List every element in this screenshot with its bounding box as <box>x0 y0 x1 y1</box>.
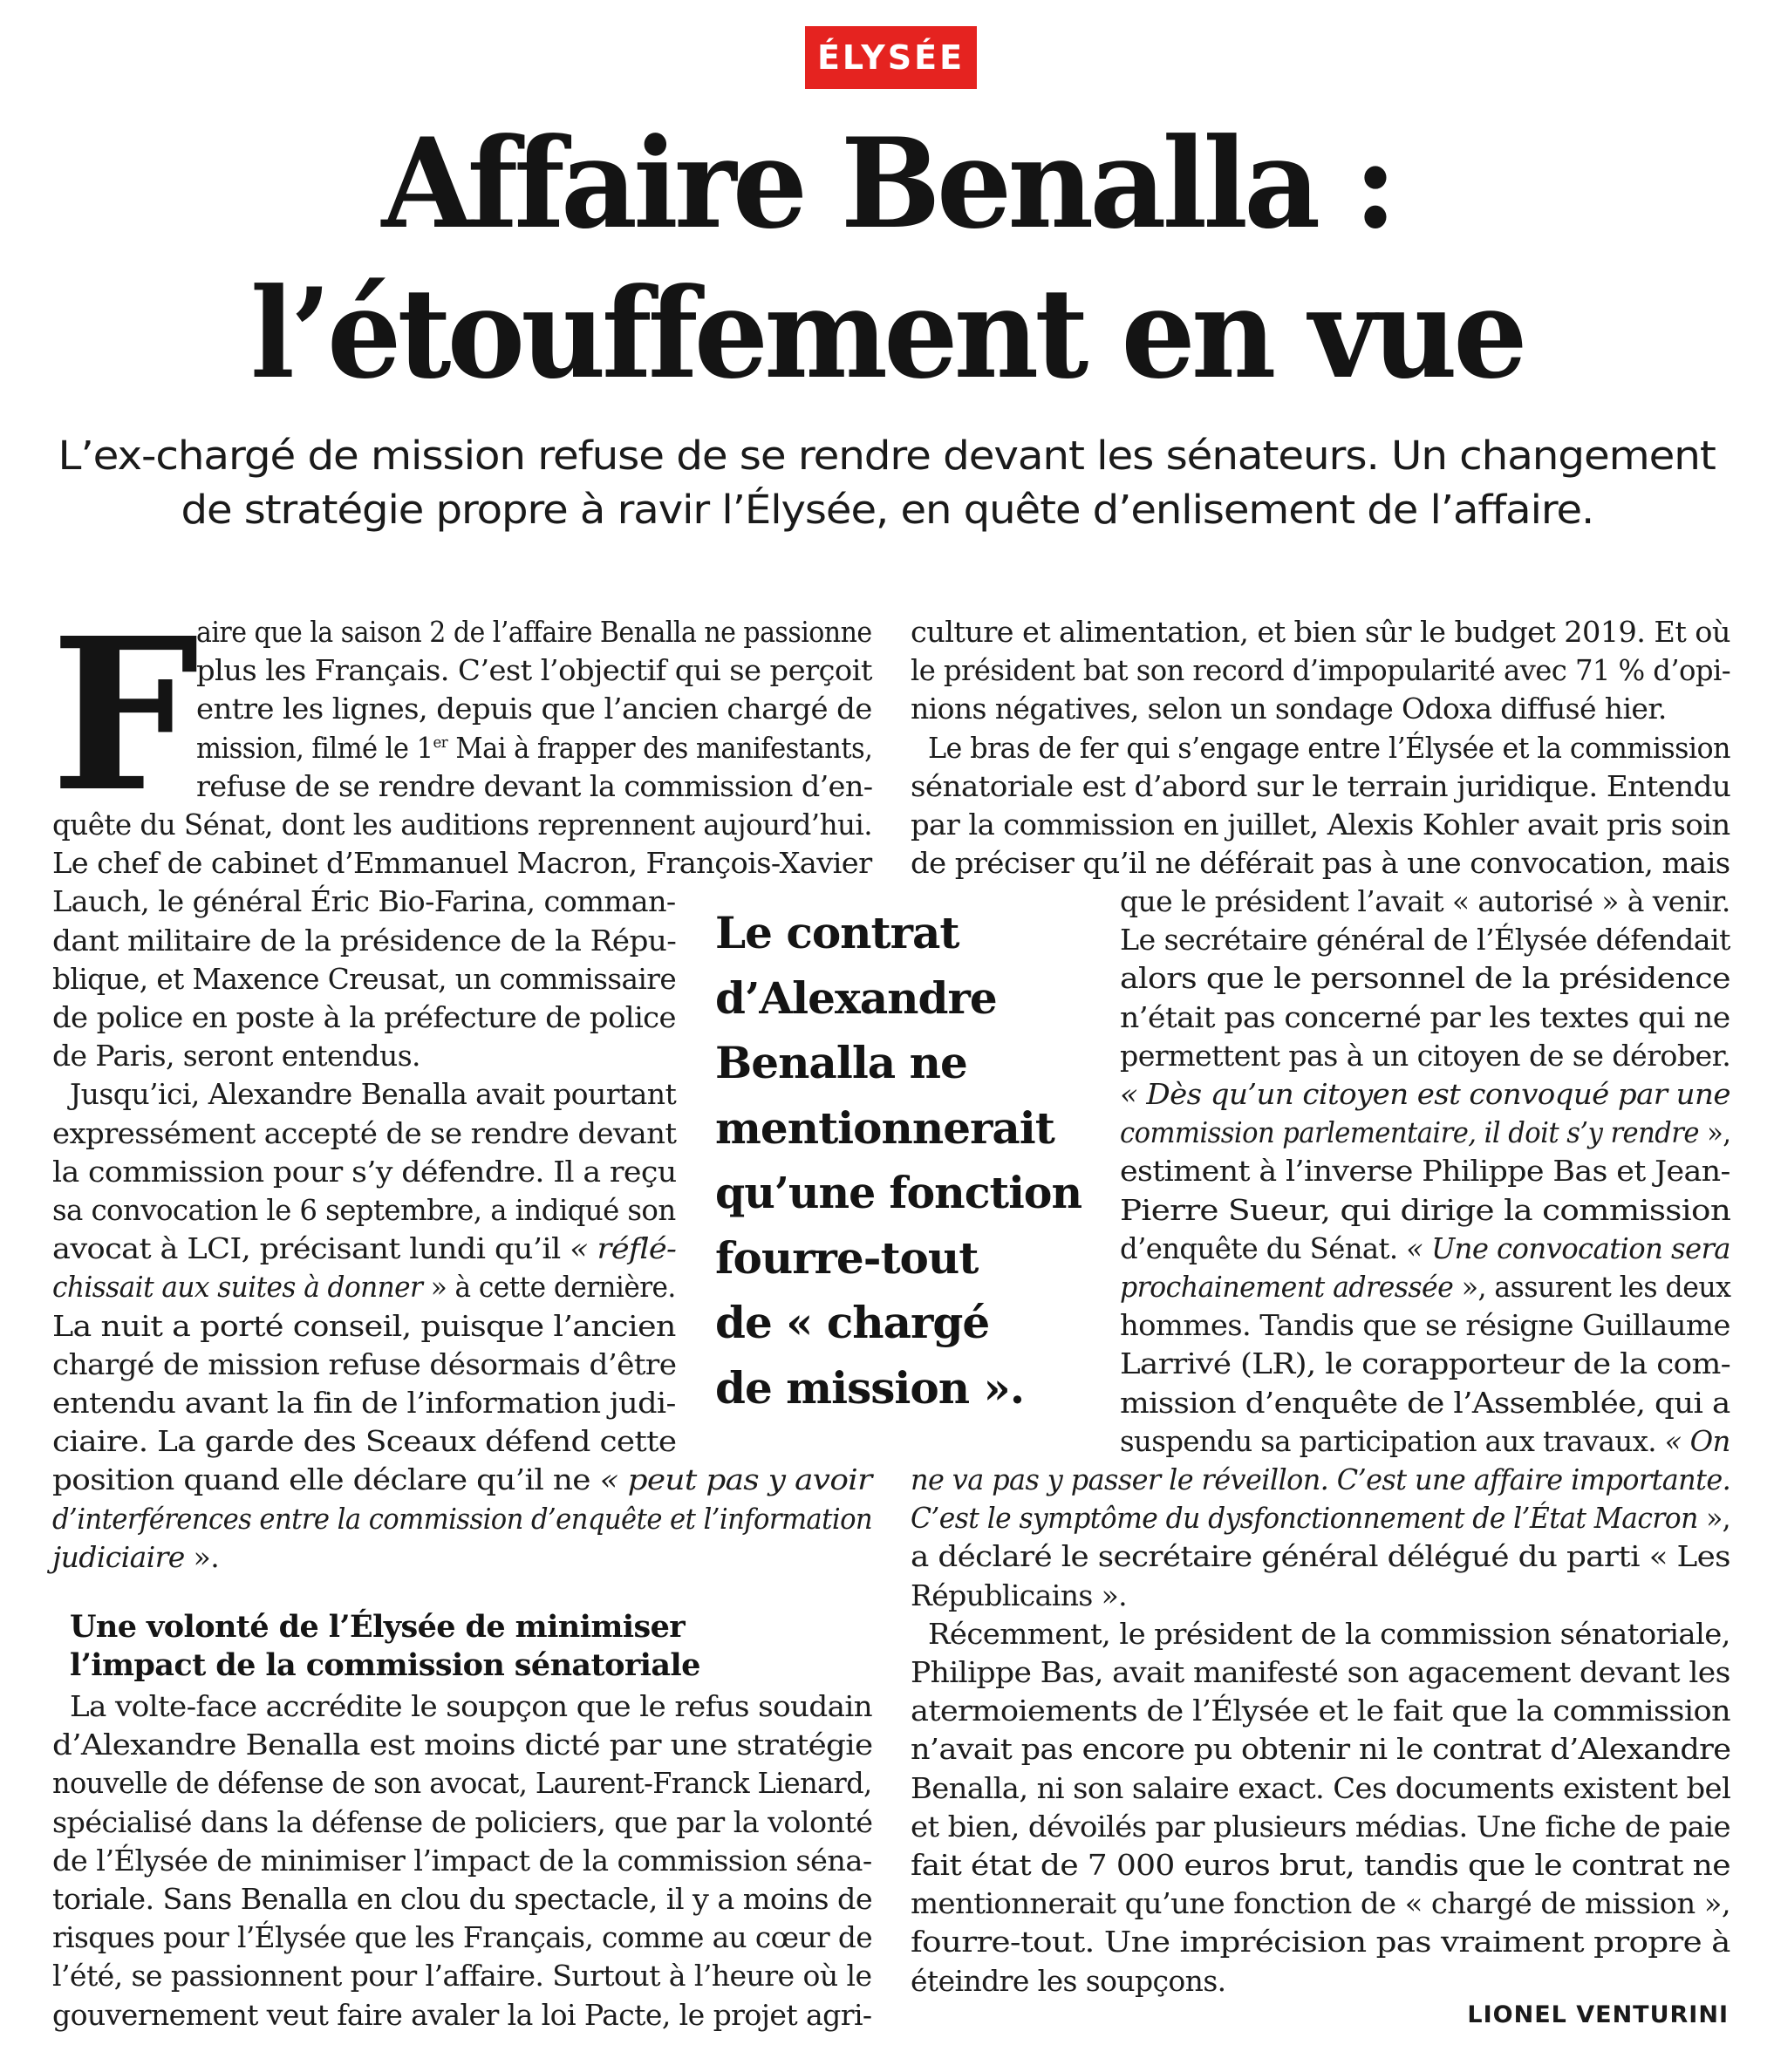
text-line: suspendu sa participation aux travaux. « On <box>1120 1423 1730 1458</box>
text-line: Récemment, le président de la commission sénatoriale, <box>928 1616 1730 1651</box>
text-line: Jusqu’ici, Alexandre Benalla avait pourtant <box>70 1077 677 1112</box>
text-line: nouvelle de défense de son avocat, Laurent-Franck Lienard, <box>52 1766 872 1801</box>
text-line: n’était pas concerné par les textes qui ne <box>1120 999 1730 1034</box>
text-line: La nuit a porté conseil, puisque l’ancien <box>52 1308 676 1343</box>
text-line: estiment à l’inverse Philippe Bas et Jean- <box>1120 1154 1730 1189</box>
text-line: de Paris, seront entendus. <box>52 1039 420 1073</box>
text-line: ne va pas y passer le réveillon. C’est une affaire importante. <box>911 1462 1731 1496</box>
text-line: refuse de se rendre devant la commission d’en- <box>196 768 873 803</box>
text-line: chargé de mission refuse désormais d’être <box>52 1346 677 1381</box>
pull-quote-line: qu’une fonction <box>715 1167 1082 1218</box>
text-line: entendu avant la fin de l’information judi- <box>52 1386 676 1420</box>
subheading-line-1: Une volonté de l’Élysée de minimiser <box>70 1609 686 1645</box>
text-line: le président bat son record d’impopularité avec 71 % d’opi- <box>911 653 1731 688</box>
text-line: toriale. Sans Benalla en clou du spectacle, il y a moins de <box>52 1882 873 1916</box>
text-line: mentionnerait qu’une fonction de « chargé de mission », <box>911 1886 1731 1921</box>
text-line: aire que la saison 2 de l’affaire Benalla ne passionne <box>196 615 872 649</box>
text-line: de l’Élysée de minimiser l’impact de la commission séna- <box>52 1843 872 1878</box>
standfirst-line-1: L’ex-chargé de mission refuse de se rendre devant les sénateurs. Un changement <box>58 433 1716 479</box>
text-line: Républicains ». <box>911 1578 1128 1612</box>
headline-line-1: Affaire Benalla : <box>381 112 1393 256</box>
headline-line-2: l’étouffement en vue <box>250 262 1524 406</box>
text-line: par la commission en juillet, Alexis Kohler avait pris soin <box>911 808 1730 842</box>
text-line: Le secrétaire général de l’Élysée défendait <box>1120 923 1730 958</box>
text-line: Le bras de fer qui s’engage entre l’Élysée et la commission <box>928 730 1730 765</box>
text-line: judiciaire ». <box>52 1539 220 1574</box>
text-line: de préciser qu’il ne déférait pas à une convocation, mais <box>911 846 1730 881</box>
rubric-tag: ÉLYSÉE <box>805 26 977 89</box>
text-line: atermoiements de l’Élysée et le fait que la commission <box>911 1694 1730 1728</box>
text-line: fourre-tout. Une imprécision pas vraiment propre à <box>911 1925 1730 1960</box>
text-line: « Dès qu’un citoyen est convoqué par une <box>1120 1077 1730 1111</box>
text-line: quête du Sénat, dont les auditions reprennent aujourd’hui. <box>52 808 873 842</box>
text-line: et bien, dévoilés par plusieurs médias. Une fiche de paie <box>911 1809 1730 1844</box>
text-line: Larrivé (LR), le corapporteur de la com- <box>1120 1346 1731 1381</box>
text-line: expressément accepté de se rendre devant <box>52 1115 677 1150</box>
text-line: l’été, se passionnent pour l’affaire. Surtout à l’heure où le <box>52 1959 872 1994</box>
text-line: la commission pour s’y défendre. Il a reçu <box>52 1154 677 1189</box>
text-line: prochainement adressée », assurent les deux <box>1120 1270 1731 1304</box>
pull-quote-line: de « chargé <box>715 1297 990 1348</box>
text-line: C’est le symptôme du dysfonctionnement de l’État Macron », <box>911 1501 1731 1536</box>
text-line: nions négatives, selon un sondage Odoxa diffusé hier. <box>911 692 1667 726</box>
drop-cap: F <box>51 592 200 838</box>
text-line: sénatoriale est d’abord sur le terrain juridique. Entendu <box>911 768 1731 803</box>
text-line: Benalla, ni son salaire exact. Ces documents existent bel <box>911 1770 1731 1805</box>
text-line: sa convocation le 6 septembre, a indiqué son <box>52 1193 676 1227</box>
text-line: entre les lignes, depuis que l’ancien chargé de <box>196 692 872 726</box>
text-line: culture et alimentation, et bien sûr le budget 2019. Et où <box>911 615 1730 649</box>
text-line: hommes. Tandis que se résigne Guillaume <box>1120 1308 1730 1343</box>
text-line: plus les Français. C’est l’objectif qui se perçoit <box>196 653 872 688</box>
pull-quote-line: mentionnerait <box>715 1101 1054 1154</box>
text-line: d’Alexandre Benalla est moins dicté par une stratégie <box>52 1728 873 1762</box>
text-line: ciaire. La garde des Sceaux défend cette <box>52 1424 677 1459</box>
text-line: alors que le personnel de la présidence <box>1120 961 1730 996</box>
text-line: risques pour l’Élysée que les Français, comme au cœur de <box>52 1920 873 1955</box>
text-line: de police en poste à la préfecture de police <box>52 1000 676 1034</box>
text-line: d’enquête du Sénat. « Une convocation sera <box>1120 1230 1730 1265</box>
text-line: position quand elle déclare qu’il ne « peut pas y avoir <box>52 1462 872 1497</box>
pull-quote-line: Benalla ne <box>715 1037 967 1088</box>
subheading-line-2: l’impact de la commission sénatoriale <box>70 1647 700 1683</box>
text-line: spécialisé dans la défense de policiers, que par la volonté <box>52 1804 873 1839</box>
pull-quote-line: fourre-tout <box>715 1231 979 1284</box>
text-line: gouvernement veut faire avaler la loi Pacte, le projet agri- <box>52 1997 872 2032</box>
text-line: Pierre Sueur, qui dirige la commission <box>1120 1192 1731 1227</box>
pull-quote-line: de mission ». <box>715 1361 1025 1414</box>
text-line: blique, et Maxence Creusat, un commissaire <box>52 961 677 996</box>
text-line: commission parlementaire, il doit s’y rendre », <box>1120 1115 1731 1150</box>
standfirst-line-2: de stratégie propre à ravir l’Élysée, en quête d’enlisement de l’affaire. <box>181 487 1593 533</box>
text-line: permettent pas à un citoyen de se dérober. <box>1120 1038 1731 1073</box>
text-line: Lauch, le général Éric Bio-Farina, comman- <box>52 884 676 919</box>
pull-quote-line: Le contrat <box>715 907 959 958</box>
text-line: mission, filmé le 1er Mai à frapper des manifestants, <box>196 730 873 765</box>
text-line: mission d’enquête de l’Assemblée, qui a <box>1120 1385 1730 1420</box>
text-line: chissait aux suites à donner » à cette dernière. <box>52 1270 676 1305</box>
text-line: d’interférences entre la commission d’enquête et l’information <box>52 1501 873 1536</box>
text-line: Philippe Bas, avait manifesté son agacement devant les <box>911 1655 1730 1689</box>
text-line: que le président l’avait « autorisé » à venir. <box>1120 884 1730 918</box>
text-line: a déclaré le secrétaire général délégué du parti « Les <box>911 1539 1730 1574</box>
text-line: n’avait pas encore pu obtenir ni le contrat d’Alexandre <box>911 1732 1731 1767</box>
text-line: dant militaire de la présidence de la Répu- <box>52 923 677 958</box>
text-line: Le chef de cabinet d’Emmanuel Macron, François-Xavier <box>52 846 872 881</box>
pull-quote-line: d’Alexandre <box>715 971 997 1024</box>
text-line: avocat à LCI, précisant lundi qu’il « réflé- <box>52 1231 677 1266</box>
byline: LIONEL VENTURINI <box>1467 2001 1729 2028</box>
text-line: éteindre les soupçons. <box>911 1963 1226 1998</box>
text-line: fait état de 7 000 euros brut, tandis que le contrat ne <box>911 1848 1730 1882</box>
text-line: La volte-face accrédite le soupçon que le refus soudain <box>70 1689 873 1723</box>
